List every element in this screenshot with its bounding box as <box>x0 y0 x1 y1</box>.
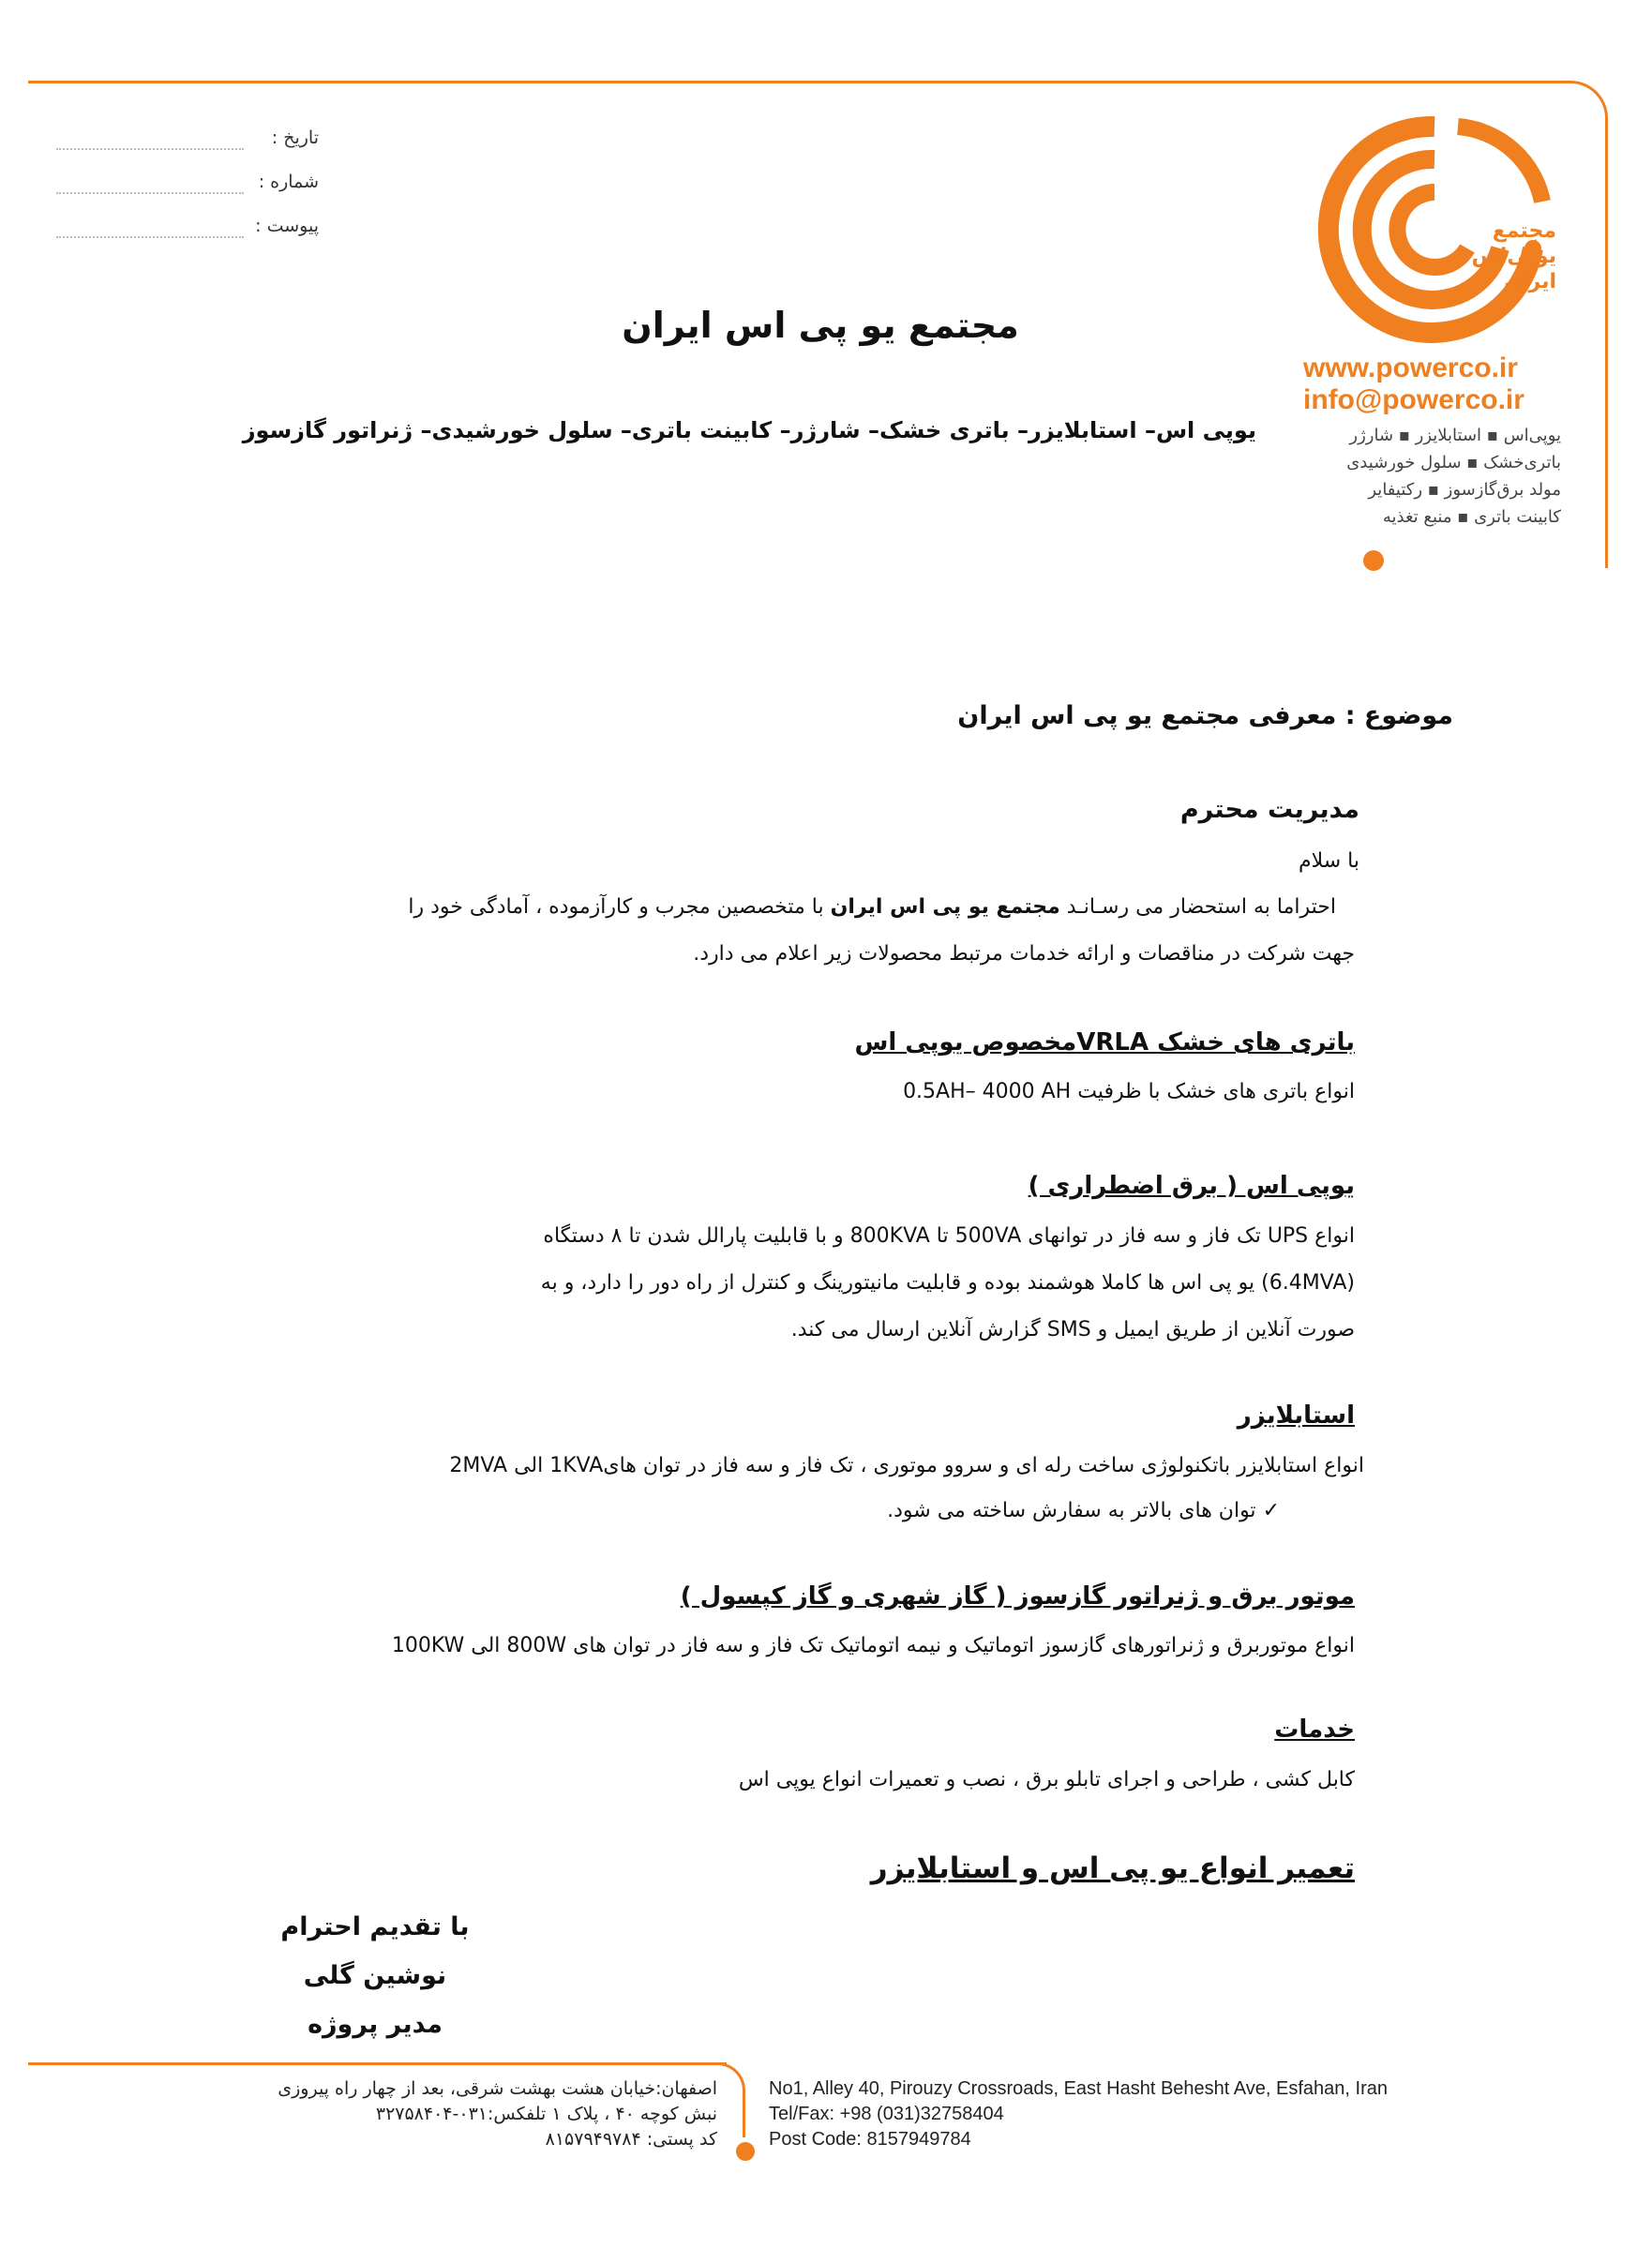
number-field-line <box>56 192 244 194</box>
logo-text-3: ایران <box>1504 270 1556 293</box>
services-text: کابل کشی ، طراحی و اجرای تابلو برق ، نصب و تعمیرات انواع یوپی اس <box>738 1768 1355 1791</box>
date-field-line <box>56 148 244 150</box>
page-title: مجتمع یو پی اس ایران <box>622 305 1019 346</box>
attachment-label: پیوست : <box>255 216 319 236</box>
side-product-item: باتری‌خشک ▪ سلول خورشیدی <box>1346 453 1561 472</box>
footer-en-line: No1, Alley 40, Pirouzy Crossroads, East Hasht Behesht Ave, Esfahan, Iran <box>769 2078 1388 2099</box>
intro-line-2: جهت شرکت در مناقصات و ارائه خدمات مرتبط محصولات زیر اعلام می دارد. <box>693 942 1355 966</box>
number-label: شماره : <box>258 172 319 192</box>
signature-name: نوشین گلی <box>303 1961 447 1990</box>
generator-text: انواع موتوربرق و ژنراتورهای گازسوز اتوماتیک و نیمه اتوماتیک تک فاز و سه فاز در توان های 800W الی 100KW <box>391 1634 1355 1657</box>
signature-role: مدیر پروژه <box>308 2010 443 2039</box>
ups-line-1: انواع UPS تک فاز و سه فاز در توانهای 500VA تا 800KVA و با قابلیت پارالل شدن تا ۸ دستگاه <box>543 1224 1355 1248</box>
footer-en-line: Post Code: 8157949784 <box>769 2129 971 2150</box>
battery-heading: باتری های خشک VRLAمخصوص یوپی اس <box>854 1028 1355 1057</box>
signature-closing: با تقدیم احترام <box>280 1912 470 1941</box>
company-logo <box>1308 108 1561 352</box>
side-product-list <box>1317 422 1561 531</box>
repair-heading: تعمیر انواع یو پی اس و استابلایزر <box>870 1851 1355 1885</box>
tagline: یوپی اس– استابلایزر– باتری خشک– شارژر– کابینت باتری– سلول خورشیدی– ژنراتور گازسوز <box>242 417 1256 443</box>
ups-heading: یوپی اس ( برق اضطراری ) <box>1028 1172 1355 1200</box>
footer-fa-line: اصفهان:خیابان هشت بهشت شرقی، بعد از چهار راه پیروزی <box>278 2078 717 2099</box>
signature-block <box>253 1903 497 2049</box>
logo-text-1: مجتمع <box>1492 219 1556 243</box>
addressee: مدیریت محترم <box>1179 795 1359 824</box>
footer-en-line: Tel/Fax: +98 (031)32758404 <box>769 2104 1004 2124</box>
stabilizer-text: انواع استابلایزر باتکنولوژی ساخت رله ای و سروو موتوری ، تک فاز و سه فاز در توان های1KVA الی 2MVA <box>449 1454 1364 1477</box>
stabilizer-heading: استابلایزر <box>1237 1401 1355 1430</box>
intro-text-a: احتراما به استحضار می رسـانـد <box>1066 895 1336 919</box>
stabilizer-check-item <box>656 1491 1280 1532</box>
salutation: با سلام <box>1298 849 1359 873</box>
side-product-item: کابینت باتری ▪ منبع تغذیه <box>1382 507 1561 527</box>
ups-line-3: صورت آنلاین از طریق ایمیل و SMS گزارش آنلاین ارسال می کند. <box>790 1318 1355 1341</box>
services-heading: خدمات <box>1274 1716 1355 1744</box>
stabilizer-check-text: توان های بالاتر به سفارش ساخته می شود. <box>887 1499 1256 1522</box>
frame-dot <box>1363 550 1384 571</box>
side-product-item: یوپی‌اس ▪ استابلایزر ▪ شارژر <box>1349 426 1561 445</box>
side-product-item: مولد برق‌گازسوز ▪ رکتیفایر <box>1368 480 1561 500</box>
checkmark-icon: ✓ <box>1262 1499 1280 1522</box>
website-link[interactable]: www.powerco.ir <box>1303 352 1518 383</box>
intro-text-b: با متخصصین مجرب و کارآزموده ، آمادگی خود را <box>408 895 824 919</box>
generator-heading: موتور برق و ژنراتور گازسوز ( گاز شهری و گاز کپسول ) <box>680 1582 1355 1611</box>
ups-line-2: (6.4MVA) یو پی اس ها کاملا هوشمند بوده و قابلیت مانیتورینگ و کنترل از راه دور را دارد، و به <box>540 1271 1355 1295</box>
attachment-field-line <box>56 236 244 238</box>
logo-text-2: یوپی‌اس <box>1471 245 1556 268</box>
footer-dot <box>736 2142 755 2161</box>
intro-company: مجتمع یو پی اس ایران <box>830 895 1060 919</box>
footer-address-fa <box>155 2076 717 2152</box>
footer-fa-line: نبش کوچه ۴۰ ، پلاک ۱ تلفکس:۰۳۱-۳۲۷۵۸۴۰۴ <box>375 2104 717 2124</box>
footer-address-en <box>769 2076 1444 2152</box>
battery-text: انواع باتری های خشک با ظرفیت 0.5AH– 4000 AH <box>903 1080 1355 1103</box>
date-label: تاریخ : <box>271 127 319 148</box>
intro-line-1 <box>244 887 1336 928</box>
header-divider <box>28 81 1566 83</box>
email-link[interactable]: info@powerco.ir <box>1303 384 1524 415</box>
footer-divider <box>28 2062 727 2065</box>
footer-fa-line: کد پستی: ۸۱۵۷۹۴۹۷۸۴ <box>545 2129 717 2150</box>
subject-line: موضوع : معرفی مجتمع یو پی اس ایران <box>957 701 1453 730</box>
